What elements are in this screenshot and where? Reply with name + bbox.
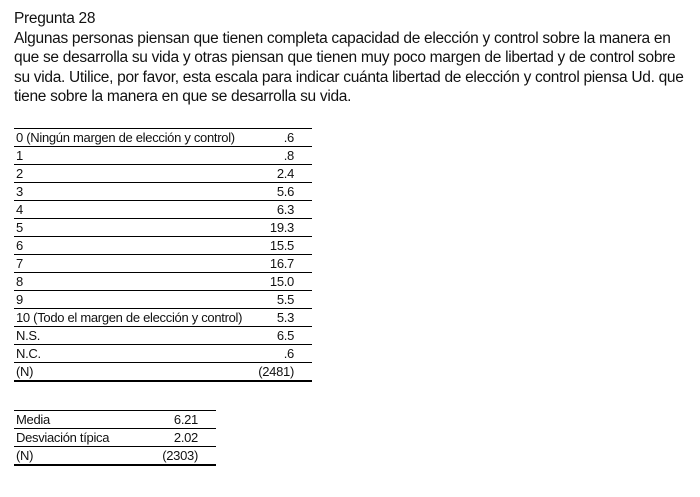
row-value: 2.4 xyxy=(247,165,312,183)
row-value: 5.3 xyxy=(247,309,312,327)
summary-stats-table xyxy=(14,410,216,466)
table-row xyxy=(14,129,312,147)
row-value: 19.3 xyxy=(247,219,312,237)
row-label: 7 xyxy=(14,255,247,273)
row-value: 15.5 xyxy=(247,237,312,255)
row-label: (N) xyxy=(14,447,157,466)
question-heading xyxy=(14,9,694,107)
row-value: .8 xyxy=(247,147,312,165)
table-row xyxy=(14,309,312,327)
row-label: 3 xyxy=(14,183,247,201)
row-value: 6.21 xyxy=(157,411,216,429)
row-label: Desviación típica xyxy=(14,429,157,447)
row-value: 5.6 xyxy=(247,183,312,201)
table-row xyxy=(14,345,312,363)
question-title: Pregunta 28 xyxy=(14,10,96,27)
frequency-table xyxy=(14,128,312,382)
row-value: 6.5 xyxy=(247,327,312,345)
table-row xyxy=(14,147,312,165)
row-label: 0 (Ningún margen de elección y control) xyxy=(14,129,247,147)
row-label: N.C. xyxy=(14,345,247,363)
row-label: 1 xyxy=(14,147,247,165)
table-row xyxy=(14,219,312,237)
row-value: 6.3 xyxy=(247,201,312,219)
row-label: N.S. xyxy=(14,327,247,345)
row-label: 4 xyxy=(14,201,247,219)
table-row xyxy=(14,165,312,183)
table-row xyxy=(14,291,312,309)
table-row xyxy=(14,237,312,255)
row-value: .6 xyxy=(247,345,312,363)
row-value: (2303) xyxy=(157,447,216,466)
row-value: (2481) xyxy=(247,363,312,382)
row-value: 15.0 xyxy=(247,273,312,291)
table-row xyxy=(14,429,216,447)
table-row xyxy=(14,273,312,291)
row-label: 6 xyxy=(14,237,247,255)
table-row-total xyxy=(14,447,216,466)
row-label: 9 xyxy=(14,291,247,309)
row-value: 16.7 xyxy=(247,255,312,273)
table-row xyxy=(14,201,312,219)
row-label: 5 xyxy=(14,219,247,237)
row-label: Media xyxy=(14,411,157,429)
row-value: 2.02 xyxy=(157,429,216,447)
row-value: 5.5 xyxy=(247,291,312,309)
row-label: 2 xyxy=(14,165,247,183)
table-row-total xyxy=(14,363,312,382)
table-row xyxy=(14,183,312,201)
table-row xyxy=(14,327,312,345)
row-label: 10 (Todo el margen de elección y control) xyxy=(14,309,247,327)
row-label: 8 xyxy=(14,273,247,291)
row-value: .6 xyxy=(247,129,312,147)
table-row xyxy=(14,255,312,273)
row-label: (N) xyxy=(14,363,247,382)
table-row xyxy=(14,411,216,429)
question-text: Algunas personas piensan que tienen completa capacidad de elección y control sobre la manera en que se desarrolla su vida y otras piensan que tienen muy poco margen de libertad y de control sobre su vida. Utilice, por favor, esta escala para indicar cuánta libertad de elección y control piensa Ud. que tiene sobre la manera en que se desarrolla su vida. xyxy=(14,29,684,105)
